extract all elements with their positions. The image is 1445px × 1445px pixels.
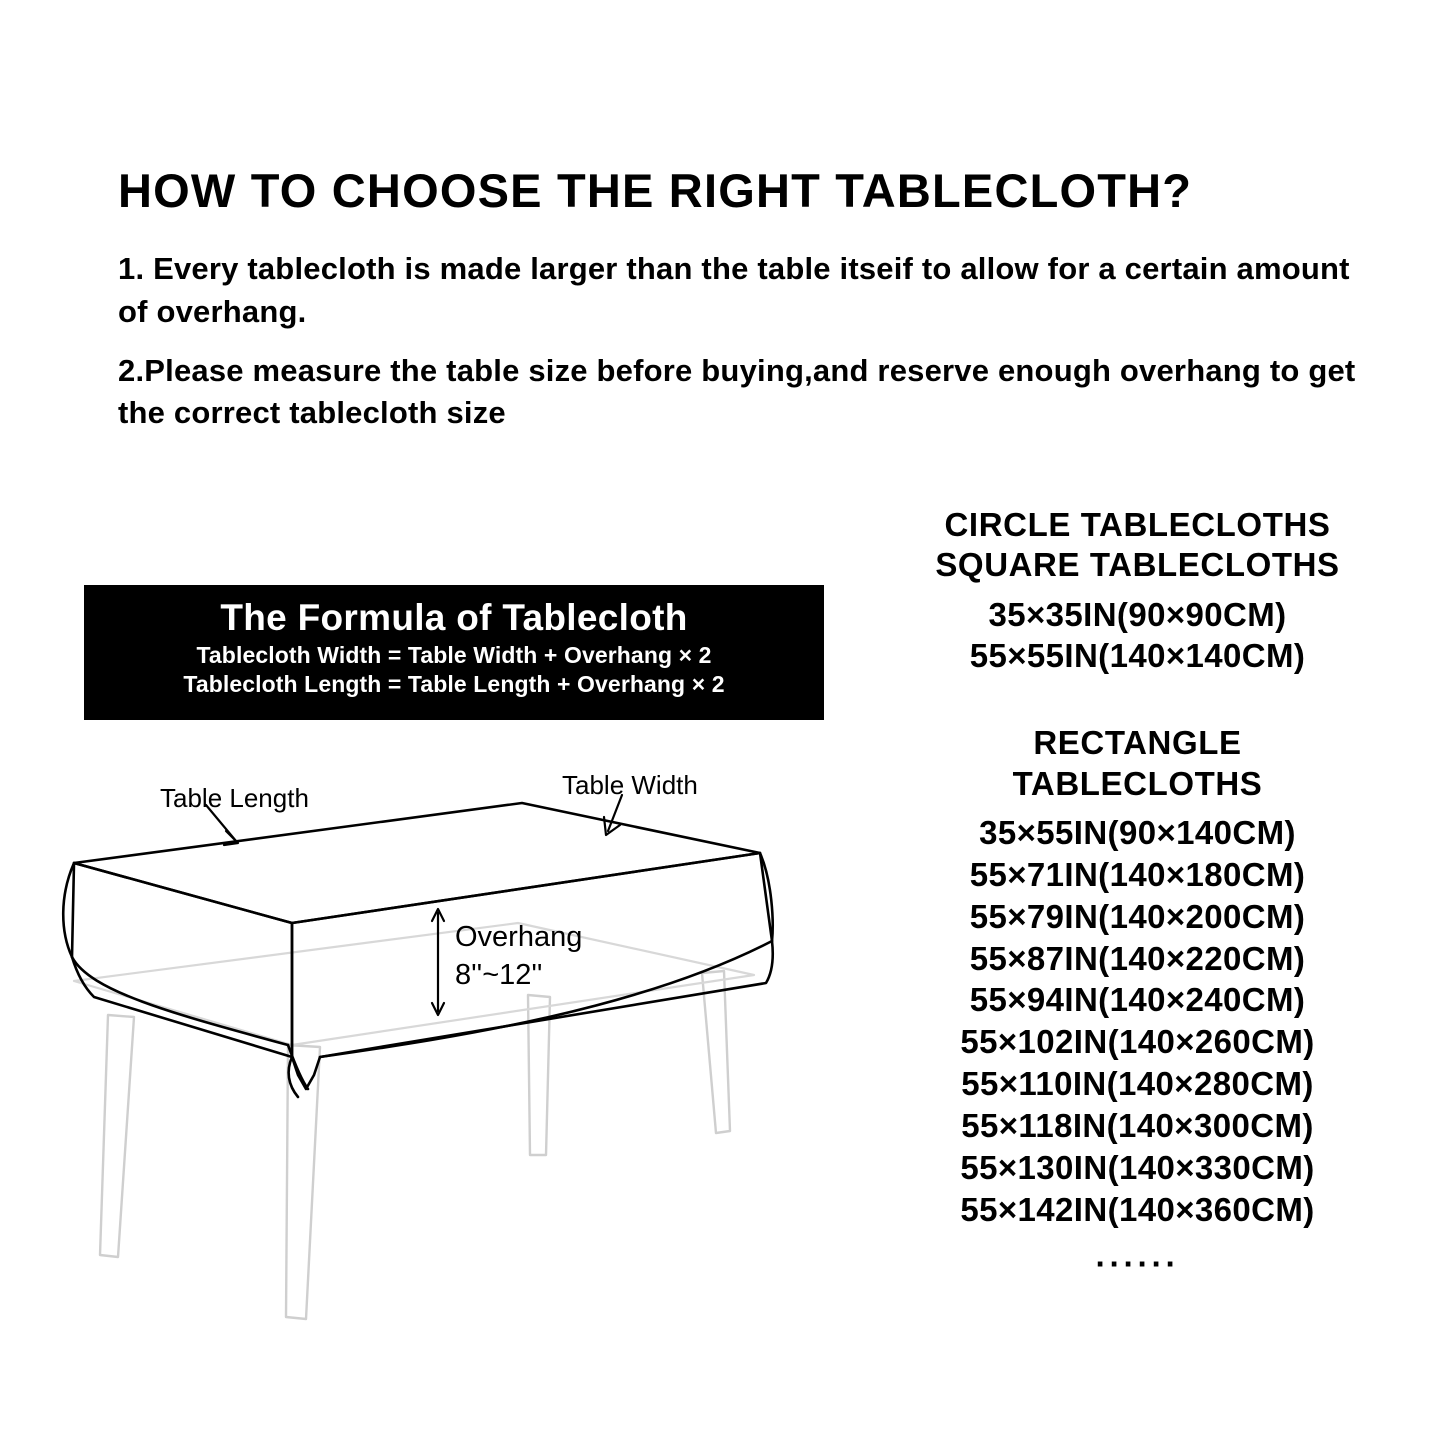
overhang-range-text: 8''~12'' bbox=[455, 958, 543, 991]
rectangle-size-item: 55×110IN(140×280CM) bbox=[961, 1065, 1314, 1103]
overhang-label bbox=[455, 919, 582, 994]
overhang-arrow bbox=[432, 909, 444, 1015]
more-sizes-ellipsis: ······ bbox=[1095, 1244, 1180, 1282]
overhang-label-text: Overhang bbox=[455, 921, 583, 953]
formula-title: The Formula of Tablecloth bbox=[220, 597, 688, 638]
instruction-2: 2.Please measure the table size before buying,and reserve enough overhang to get the correct tablecloth size bbox=[118, 352, 1356, 431]
rectangle-size-item: 55×118IN(140×300CM) bbox=[961, 1107, 1314, 1145]
table-diagram bbox=[30, 745, 860, 1325]
tablecloth-front-drape bbox=[72, 863, 292, 1057]
square-size-item: 55×55IN(140×140CM) bbox=[969, 637, 1306, 675]
rectangle-tablecloths-title-line2: TABLECLOTHS bbox=[1012, 764, 1263, 802]
table-width-label: Table Width bbox=[562, 770, 698, 800]
rectangle-size-item: 55×142IN(140×360CM) bbox=[960, 1190, 1315, 1228]
table-length-label: Table Length bbox=[160, 783, 309, 813]
rectangle-size-item: 55×94IN(140×240CM) bbox=[969, 981, 1306, 1019]
size-lists bbox=[860, 505, 1415, 1283]
page-title: HOW TO CHOOSE THE RIGHT TABLECLOTH? bbox=[118, 164, 1193, 217]
rectangle-size-item: 35×55IN(90×140CM) bbox=[979, 813, 1296, 851]
instructions-list bbox=[118, 248, 1358, 451]
table-top-edge bbox=[74, 923, 754, 1045]
rectangle-size-item: 55×79IN(140×200CM) bbox=[969, 897, 1306, 935]
rectangle-size-item: 55×102IN(140×260CM) bbox=[960, 1023, 1315, 1061]
square-tablecloths-title: SQUARE TABLECLOTHS bbox=[935, 546, 1340, 584]
rectangle-size-item: 55×130IN(140×330CM) bbox=[960, 1149, 1315, 1187]
formula-width-line: Tablecloth Width = Table Width + Overhang × 2 bbox=[196, 642, 712, 669]
square-size-item: 35×35IN(90×90CM) bbox=[988, 595, 1287, 633]
formula-box bbox=[84, 585, 824, 720]
table-legs bbox=[100, 971, 730, 1319]
formula-length-line: Tablecloth Length = Table Length + Overhang × 2 bbox=[183, 671, 725, 697]
rectangle-tablecloths-title-line1: RECTANGLE bbox=[1033, 724, 1242, 762]
instruction-1: 1. Every tablecloth is made larger than the table itseif to allow for a certain amount of overhang. bbox=[118, 251, 1350, 329]
table-width-leader bbox=[604, 795, 622, 835]
circle-tablecloths-title: CIRCLE TABLECLOTHS bbox=[944, 506, 1331, 543]
rectangle-size-item: 55×87IN(140×220CM) bbox=[969, 939, 1306, 977]
rectangle-size-item: 55×71IN(140×180CM) bbox=[969, 855, 1306, 893]
